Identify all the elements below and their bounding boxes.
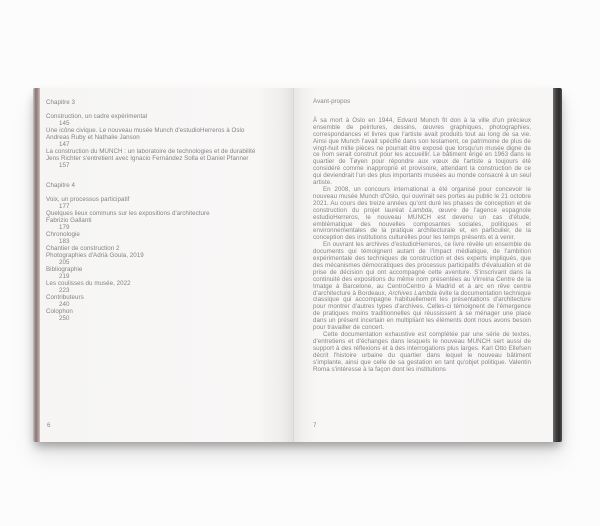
toc-entry-title: Chronologie	[46, 231, 80, 238]
toc-entry	[46, 127, 283, 148]
toc-chapter-label: Chapitre 3	[46, 99, 76, 106]
page-number-right: 7	[313, 422, 317, 429]
toc-entry-author: Jens Richter s'entretient avec Ignacio Fernández Solla et Daniel Pfanner	[46, 155, 249, 162]
toc-entry-page-number: 177	[59, 203, 70, 210]
right-page	[294, 88, 553, 442]
toc-entry-page-number: 240	[59, 301, 70, 308]
toc-entry-title: Contributeurs	[46, 294, 84, 301]
foreword	[313, 99, 531, 373]
toc-entry-page-number: 250	[59, 315, 70, 322]
toc-entry-page-number: 145	[59, 120, 70, 127]
toc-entry-title: Construction, un cadre expérimental	[46, 113, 148, 120]
toc-entry	[46, 294, 283, 308]
toc-entry-title: Bibliographie	[46, 266, 83, 273]
toc-entry-title: Quelques lieux communs sur les expositions d'architecture	[46, 210, 210, 217]
toc-entry-page-number: 147	[59, 141, 70, 148]
foreword-heading: Avant-propos	[313, 98, 351, 105]
cover-edge-right	[553, 88, 562, 442]
toc-entry-page-number: 183	[59, 238, 70, 245]
toc-entry	[46, 196, 283, 210]
foreword-paragraph: En 2008, un concours international a été organisé pour concevoir le nouveau musée Munch d'Oslo, qui ouvrirait ses portes au public le 21 octobre 2021. Au cours des treize années qu'ont duré les phases de conception et de construction du projet lauréat Lambda, œuvre de l'agence espagnole estudioHerreros, le nouveau MUNCH est devenu un cas d'étude, emblématique des nouvelles composantes sociales, politiques et environnementales de la pratique architecturale et, en particulier, de la conception des institutions culturelles pour les temps présents et à venir.	[313, 185, 531, 242]
toc-entry-author: Photographies d'Adrià Goula, 2019	[46, 252, 144, 259]
foreword-paragraph: À sa mort à Oslo en 1944, Edvard Munch fit don à la ville d'un précieux ensemble de peintures, dessins, œuvres graphiques, photographies, correspondances et livres que l'artiste avait produits tout au long de sa vie. Ainsi que Munch l'avait spécifié dans son testament, ce patrimoine de plus de vingt-huit mille pièces ne pourrait être exposé que lorsqu'un musée digne de ce nom serait construit pour les accueillir. Le bâtiment érigé en 1963 dans le quartier de Tøyen pour répondre aux vœux de l'artiste a toujours été considéré comme inapproprié et provisoire, attendant la construction de ce qui deviendrait l'un des plus importants musées au monde consacré à un seul artiste.	[313, 116, 531, 187]
toc-entry-title: Colophon	[46, 308, 73, 315]
toc-entry-title: Les coulisses du musée, 2022	[46, 280, 131, 287]
toc-entry-title: La construction du MUNCH : un laboratoire de technologies et de durabilité	[46, 148, 256, 155]
cover-edge-left	[33, 88, 40, 442]
toc-section-chapter-4	[46, 182, 283, 322]
toc-entry	[46, 148, 283, 169]
toc-entry-author: Andreas Ruby et Nathalie Janson	[46, 134, 140, 141]
toc-entry-title: Chantier de construction 2	[46, 245, 120, 252]
toc-entry-page-number: 179	[59, 224, 70, 231]
page-number-left: 6	[47, 422, 51, 429]
toc-chapter-label: Chapitre 4	[46, 182, 76, 189]
table-of-contents	[46, 99, 283, 322]
toc-entry-author: Fabrizio Gallanti	[46, 217, 92, 224]
toc-section-chapter-3	[46, 99, 283, 169]
toc-entry-page-number: 157	[59, 162, 70, 169]
toc-entry-page-number: 223	[59, 287, 70, 294]
toc-entry	[46, 113, 283, 127]
toc-entry-page-number: 205	[59, 259, 70, 266]
toc-entry	[46, 210, 283, 231]
toc-entry	[46, 280, 283, 294]
toc-entry	[46, 245, 283, 266]
toc-entry-page-number: 219	[59, 273, 70, 280]
toc-entry-title: Voix, un processus participatif	[46, 196, 130, 203]
toc-entry	[46, 308, 283, 322]
foreword-paragraph: En ouvrant les archives d'estudioHerreros, ce livre révèle un ensemble de documents qui témoignent autant de l'impact médiatique, de l'ambition expérimentale des techniques de construction et des experts impliqués, que des mécanismes démocratiques des processus participatifs d'évaluation et de prise de décision qui ont accompagné cette aventure. S'inscrivant dans la continuité des expositions du même nom présentées au Virreina Centre de la Imatge à Barcelone, au CentroCentro à Madrid et à arc en rêve centre d'architecture à Bordeaux, Archives Lambda évite la documentation technique classique qui accompagne habituellement les présentations d'architecture pour montrer d'autres types d'archives. Celles-ci témoignent de l'émergence de pratiques moins traditionnelles qui réussissent à se ménager une place dans un présent incertain en multipliant les éléments dont nous avons besoin pour travailler de concert.	[313, 241, 532, 332]
toc-entry-title: Une icône civique. Le nouveau musée Munch d'estudioHerreros à Oslo	[46, 127, 245, 134]
foreword-paragraph: Cette documentation exhaustive est complétée par une série de textes, d'entretiens et d'échanges dans lesquels le nouveau MUNCH sert aussi de support à des réflexions et à des interrogations plus larges. Karl Otto Ellefsen décrit l'histoire urbaine du quartier dans lequel le nouveau bâtiment s'implante, ainsi que celle de sa gestation en tant qu'objet politique. Valentin Roma s'intéresse à la façon dont les institutions	[313, 331, 531, 373]
toc-entry	[46, 266, 283, 280]
toc-entry	[46, 231, 283, 245]
book-spread	[33, 88, 562, 442]
left-page	[40, 88, 294, 442]
